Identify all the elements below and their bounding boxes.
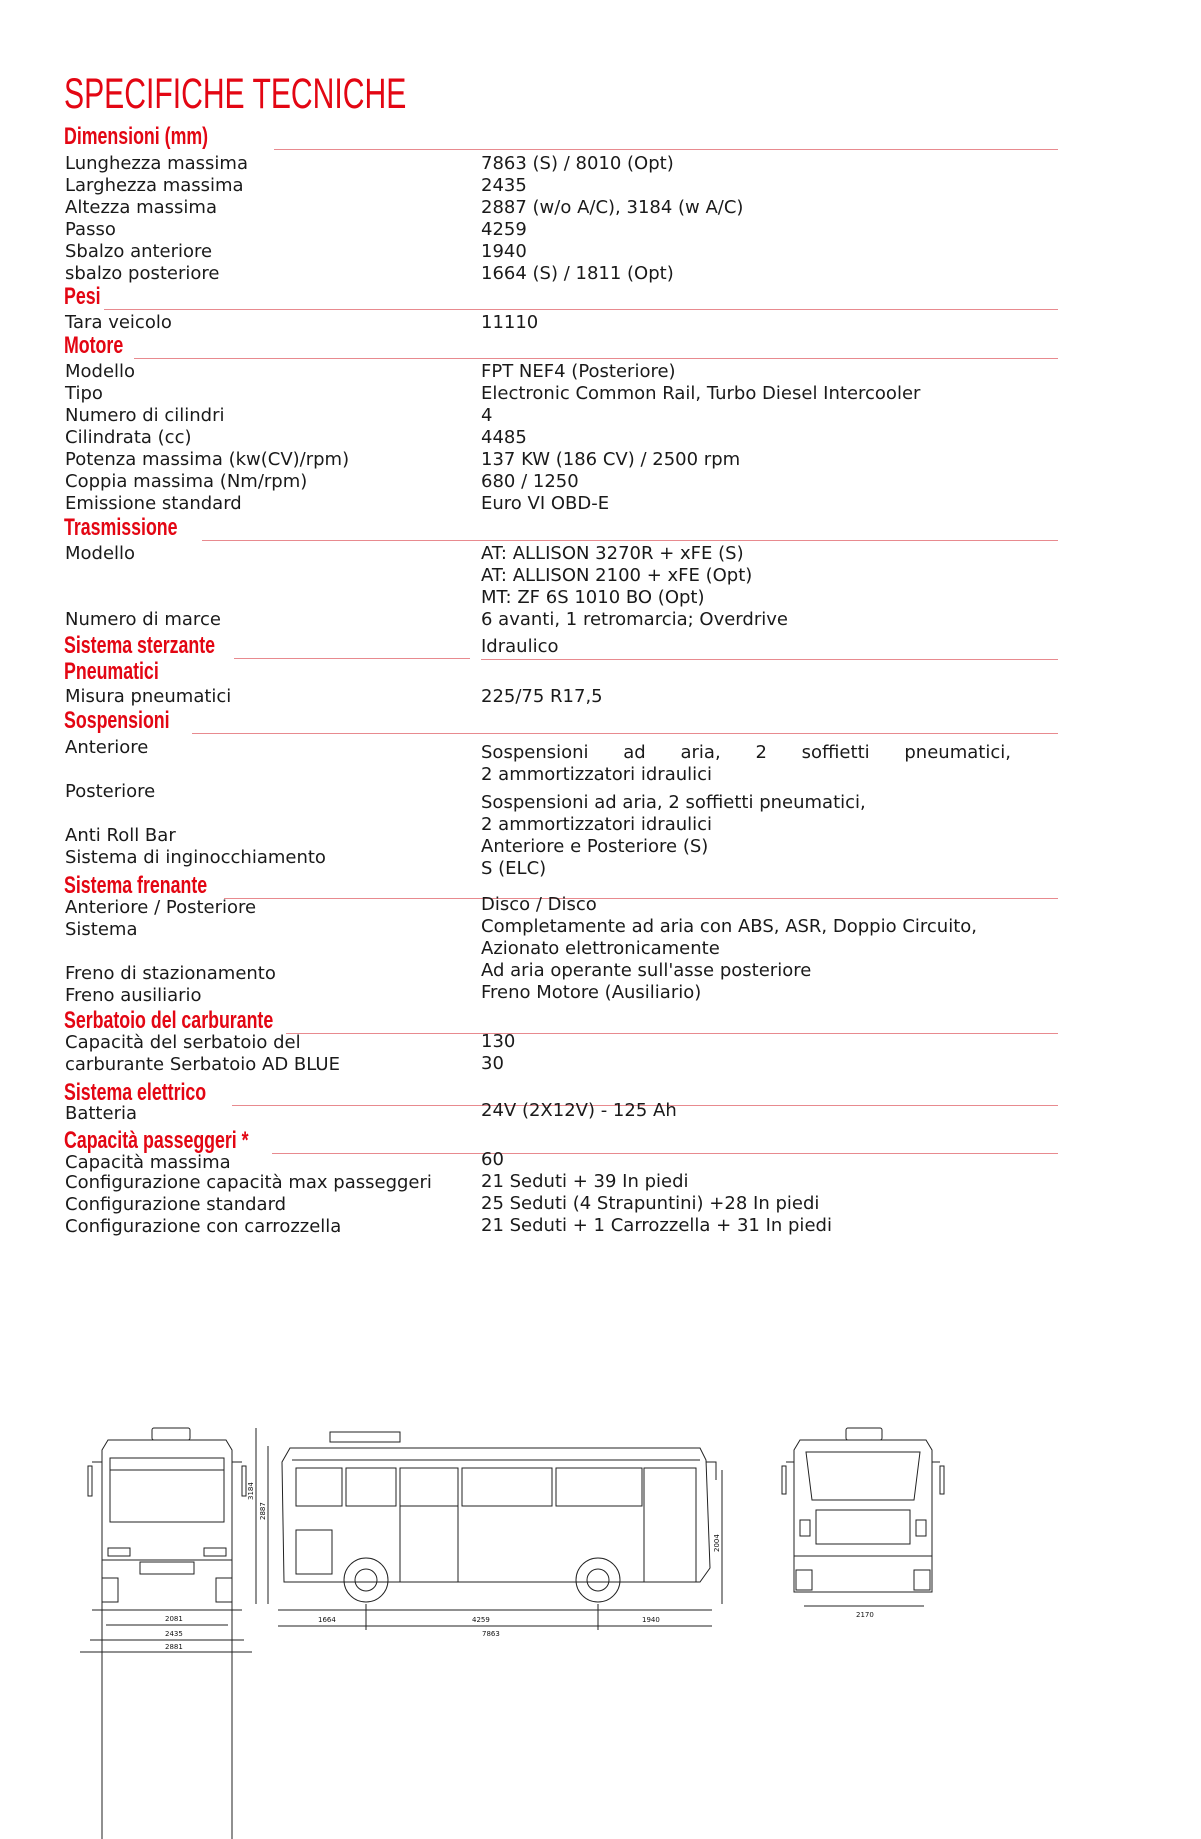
- rear-mirror-left: [782, 1462, 794, 1494]
- spec-label: Configurazione con carrozzella: [65, 1216, 342, 1237]
- side-dim-text: 4259: [472, 1616, 490, 1624]
- section-title: Sistema sterzante: [64, 632, 216, 659]
- spec-value: Sospensioni ad aria, 2 soffietti pneumatici,: [481, 792, 866, 813]
- section-title: Sistema frenante: [64, 872, 208, 899]
- spec-label: Misura pneumatici: [65, 686, 232, 707]
- spec-value: 137 KW (186 CV) / 2500 rpm: [481, 449, 741, 470]
- section-header-dimensioni: [64, 124, 1058, 150]
- spec-label: Batteria: [65, 1103, 137, 1124]
- section-title: Motore: [64, 332, 124, 359]
- spec-label: sbalzo posteriore: [65, 263, 220, 284]
- word: ad: [623, 742, 646, 763]
- spec-label: Sbalzo anteriore: [65, 241, 213, 262]
- spec-value: 4485: [481, 427, 527, 448]
- spec-value: Idraulico: [481, 636, 559, 657]
- section-title: Sistema elettrico: [64, 1079, 207, 1106]
- page-title: SPECIFICHE TECNICHE: [64, 70, 407, 118]
- spec-value: Electronic Common Rail, Turbo Diesel Intercooler: [481, 383, 921, 404]
- spec-value: 2435: [481, 175, 527, 196]
- front-view-drawing: [80, 1428, 252, 1839]
- tail-light-right: [916, 1520, 926, 1536]
- spec-label: carburante Serbatoio AD BLUE: [65, 1054, 340, 1075]
- side-window: [400, 1468, 458, 1506]
- spec-value: 25 Seduti (4 Strapuntini) +28 In piedi: [481, 1193, 820, 1214]
- side-height-text: 2887: [259, 1502, 267, 1520]
- right-mirror: [232, 1462, 246, 1500]
- spec-label: Capacità del serbatoio del: [65, 1032, 301, 1053]
- spec-label: Anteriore / Posteriore: [65, 897, 257, 918]
- section-divider: [134, 358, 1058, 359]
- side-window: [296, 1468, 342, 1506]
- spec-label: Capacità massima: [65, 1152, 231, 1173]
- spec-value: 60: [481, 1149, 504, 1170]
- spec-label: Coppia massima (Nm/rpm): [65, 471, 308, 492]
- spec-value: 1940: [481, 241, 527, 262]
- spec-label: Numero di marce: [65, 609, 221, 630]
- side-dim-text: 7863: [482, 1630, 500, 1638]
- front-grille: [140, 1562, 194, 1574]
- spec-label: Emissione standard: [65, 493, 242, 514]
- spec-value: 11110: [481, 312, 539, 333]
- spec-value: Azionato elettronicamente: [481, 938, 720, 959]
- spec-label: Larghezza massima: [65, 175, 244, 196]
- ac-unit: [846, 1428, 882, 1440]
- front-dim-text: 2435: [165, 1630, 183, 1638]
- side-window: [556, 1468, 642, 1506]
- spec-value: Freno Motore (Ausiliario): [481, 982, 702, 1003]
- spec-value: [481, 742, 1011, 764]
- spec-value: 21 Seduti + 39 In piedi: [481, 1171, 689, 1192]
- spec-value: 680 / 1250: [481, 471, 579, 492]
- rear-engine-cover: [816, 1510, 910, 1544]
- rear-body-outline: [794, 1440, 932, 1592]
- section-title: Pneumatici: [64, 658, 159, 685]
- section-header-serbatoio: [64, 1008, 1058, 1034]
- front-wheel-right: [216, 1578, 232, 1602]
- spec-label: Tipo: [65, 383, 103, 404]
- spec-value: 225/75 R17,5: [481, 686, 603, 707]
- section-divider: [192, 733, 1058, 734]
- front-dim-text: 2881: [165, 1643, 183, 1651]
- spec-value: AT: ALLISON 2100 + xFE (Opt): [481, 565, 753, 586]
- section-title: Dimensioni (mm): [64, 123, 209, 150]
- section-title: Pesi: [64, 283, 101, 310]
- spec-label: Potenza massima (kw(CV)/rpm): [65, 449, 350, 470]
- spec-value: 24V (2X12V) - 125 Ah: [481, 1100, 677, 1121]
- rear-wheel-hub: [355, 1569, 377, 1591]
- spec-value: 4259: [481, 219, 527, 240]
- word: pneumatici,: [904, 742, 1011, 763]
- section-divider: [202, 540, 1058, 541]
- section-divider: [286, 1033, 1058, 1034]
- spec-label: Lunghezza massima: [65, 153, 248, 174]
- spec-label: Freno ausiliario: [65, 985, 202, 1006]
- rear-dim-text: 2170: [856, 1611, 874, 1619]
- spec-label: Altezza massima: [65, 197, 217, 218]
- section-title: Sospensioni: [64, 707, 170, 734]
- spec-value: FPT NEF4 (Posteriore): [481, 361, 676, 382]
- spec-label: Numero di cilindri: [65, 405, 225, 426]
- front-wheel-left: [102, 1578, 118, 1602]
- ac-unit: [330, 1432, 400, 1442]
- section-title: Serbatoio del carburante: [64, 1007, 274, 1034]
- spec-label: Configurazione capacità max passeggeri: [65, 1172, 432, 1193]
- rear-wheel-right: [914, 1570, 930, 1590]
- rear-view-drawing: [782, 1428, 944, 1606]
- section-title: Capacità passeggeri *: [64, 1127, 249, 1154]
- spec-value: 7863 (S) / 8010 (Opt): [481, 153, 674, 174]
- side-height-text: 2004: [713, 1534, 721, 1552]
- ac-unit: [152, 1428, 190, 1440]
- word: 2: [755, 742, 767, 763]
- side-view-drawing: [256, 1428, 722, 1630]
- section-title: Trasmissione: [64, 514, 178, 541]
- tail-light-left: [800, 1520, 810, 1536]
- section-divider: [224, 898, 1058, 899]
- spec-value: 130: [481, 1031, 516, 1052]
- headlight-left: [108, 1548, 130, 1556]
- side-height-text: 3184: [247, 1482, 255, 1500]
- front-wheel-hub: [587, 1569, 609, 1591]
- spec-value: MT: ZF 6S 1010 BO (Opt): [481, 587, 705, 608]
- headlight-right: [204, 1548, 226, 1556]
- rear-mirror-right: [932, 1462, 944, 1494]
- rear-wheel-left: [796, 1570, 812, 1590]
- section-header-pneumatici: [64, 659, 1058, 685]
- spec-value: 30: [481, 1053, 504, 1074]
- left-mirror: [88, 1462, 102, 1500]
- side-window: [346, 1468, 396, 1506]
- rear-wheel: [344, 1558, 388, 1602]
- spec-value: 2887 (w/o A/C), 3184 (w A/C): [481, 197, 744, 218]
- front-windshield: [110, 1458, 224, 1522]
- spec-label: Modello: [65, 543, 136, 564]
- spec-label: Tara veicolo: [65, 312, 172, 333]
- spec-label: Cilindrata (cc): [65, 427, 192, 448]
- rear-window: [806, 1452, 920, 1500]
- side-mirror: [706, 1462, 716, 1480]
- spec-value: 6 avanti, 1 retromarcia; Overdrive: [481, 609, 788, 630]
- spec-value: Ad aria operante sull'asse posteriore: [481, 960, 812, 981]
- spec-label: Anti Roll Bar: [65, 825, 176, 846]
- spec-value: Completamente ad aria con ABS, ASR, Doppio Circuito,: [481, 916, 978, 937]
- spec-value: 21 Seduti + 1 Carrozzella + 31 In piedi: [481, 1215, 832, 1236]
- side-body-outline: [282, 1448, 710, 1582]
- spec-value: Euro VI OBD-E: [481, 493, 610, 514]
- section-header-sospensioni: [64, 708, 1058, 734]
- side-dim-text: 1940: [642, 1616, 660, 1624]
- section-divider: [104, 309, 1058, 310]
- section-header-pesi: [64, 284, 1058, 310]
- spec-value: Disco / Disco: [481, 894, 597, 915]
- spec-value: 2 ammortizzatori idraulici: [481, 814, 713, 835]
- word: aria,: [680, 742, 721, 763]
- engine-grille: [296, 1530, 332, 1574]
- section-header-trasmissione: [64, 515, 1058, 541]
- section-divider: [272, 1153, 1058, 1154]
- spec-label: Posteriore: [65, 781, 156, 802]
- side-window: [462, 1468, 552, 1506]
- spec-label: Anteriore: [65, 737, 149, 758]
- spec-value: 2 ammortizzatori idraulici: [481, 764, 713, 785]
- spec-value: Anteriore e Posteriore (S): [481, 836, 709, 857]
- front-wheel: [576, 1558, 620, 1602]
- spec-label: Freno di stazionamento: [65, 963, 276, 984]
- spec-label: Sistema di inginocchiamento: [65, 847, 326, 868]
- spec-label: Passo: [65, 219, 116, 240]
- spec-label: Modello: [65, 361, 136, 382]
- section-divider: [274, 149, 1058, 150]
- spec-value: S (ELC): [481, 858, 547, 879]
- spec-label: Sistema: [65, 919, 138, 940]
- spec-label: Configurazione standard: [65, 1194, 287, 1215]
- middle-door: [400, 1468, 458, 1582]
- front-door: [644, 1468, 696, 1582]
- spec-value: 1664 (S) / 1811 (Opt): [481, 263, 674, 284]
- word: Sospensioni: [481, 742, 589, 763]
- side-dim-text: 1664: [318, 1616, 336, 1624]
- section-header-motore: [64, 333, 1058, 359]
- section-header-sterzante: [64, 633, 470, 659]
- word: soffietti: [801, 742, 870, 763]
- front-dim-text: 2081: [165, 1615, 183, 1623]
- section-header-capacita: [64, 1128, 1058, 1154]
- front-body-outline: [102, 1440, 232, 1839]
- spec-value: 4: [481, 405, 493, 426]
- spec-value: AT: ALLISON 3270R + xFE (S): [481, 543, 744, 564]
